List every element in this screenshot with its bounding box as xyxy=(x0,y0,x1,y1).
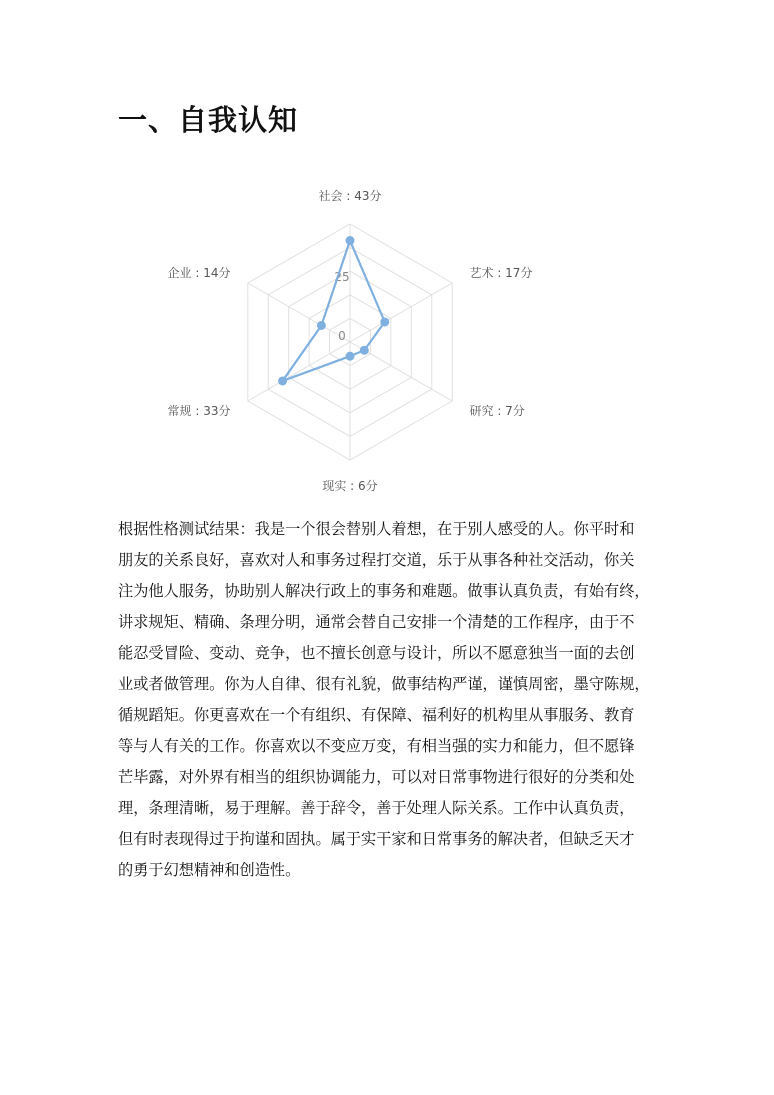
paragraph-line: 芒毕露，对外界有相当的组织协调能力，可以对日常事物进行很好的分类和处 xyxy=(118,768,635,786)
data-point xyxy=(360,346,369,355)
grid-spoke xyxy=(248,283,350,342)
paragraph-line: 的勇于幻想精神和创造性。 xyxy=(118,861,301,879)
page-title: 一、自我认知 xyxy=(118,103,299,137)
radar-grid xyxy=(248,224,452,460)
series-line xyxy=(283,241,385,381)
paragraph-line: 朋友的关系良好，喜欢对人和事务过程打交道，乐于从事各种社交活动，你关 xyxy=(118,551,635,569)
axis-label: 艺术 : 17分 xyxy=(469,266,533,280)
paragraph-line: 业或者做管理。你为人自律、很有礼貌，做事结构严谨，谨慎周密，墨守陈规， xyxy=(118,675,650,693)
data-point xyxy=(346,236,355,245)
data-point xyxy=(317,321,326,330)
paragraph-line: 根据性格测试结果：我是一个很会替别人着想，在于别人感受的人。你平时和 xyxy=(118,520,635,538)
axis-label: 企业 : 14分 xyxy=(167,266,231,280)
radar-series xyxy=(278,236,389,385)
paragraph-line: 等与人有关的工作。你喜欢以不变应万变，有相当强的实力和能力，但不愿锋 xyxy=(118,737,635,755)
grid-spoke xyxy=(248,342,350,401)
paragraph-line: 理，条理清晰，易于理解。善于辞令，善于处理人际关系。工作中认真负责， xyxy=(118,799,635,817)
tick-label: 25 xyxy=(334,270,350,284)
data-point xyxy=(346,352,355,361)
axis-label: 常规 : 33分 xyxy=(167,404,231,418)
radar-chart xyxy=(0,0,774,520)
data-point xyxy=(380,317,389,326)
grid-spoke xyxy=(350,283,452,342)
personality-paragraph xyxy=(118,514,662,886)
axis-label: 现实 : 6分 xyxy=(322,479,378,493)
tick-label: 0 xyxy=(338,329,346,343)
data-point xyxy=(278,376,287,385)
paragraph-line: 讲求规矩、精确、条理分明，通常会替自己安排一个清楚的工作程序，由于不 xyxy=(118,613,635,631)
paragraph-line: 循规蹈矩。你更喜欢在一个有组织、有保障、福利好的机构里从事服务、教育 xyxy=(118,706,635,724)
axis-label: 研究 : 7分 xyxy=(469,404,525,418)
paragraph-line: 但有时表现得过于拘谨和固执。属于实干家和日常事务的解决者，但缺乏天才 xyxy=(118,830,635,848)
paragraph-line: 能忍受冒险、变动、竞争，也不擅长创意与设计，所以不愿意独当一面的去创 xyxy=(118,644,635,662)
paragraph-line: 注为他人服务，协助别人解决行政上的事务和难题。做事认真负责，有始有终， xyxy=(118,582,650,600)
axis-label: 社会 : 43分 xyxy=(318,189,382,203)
